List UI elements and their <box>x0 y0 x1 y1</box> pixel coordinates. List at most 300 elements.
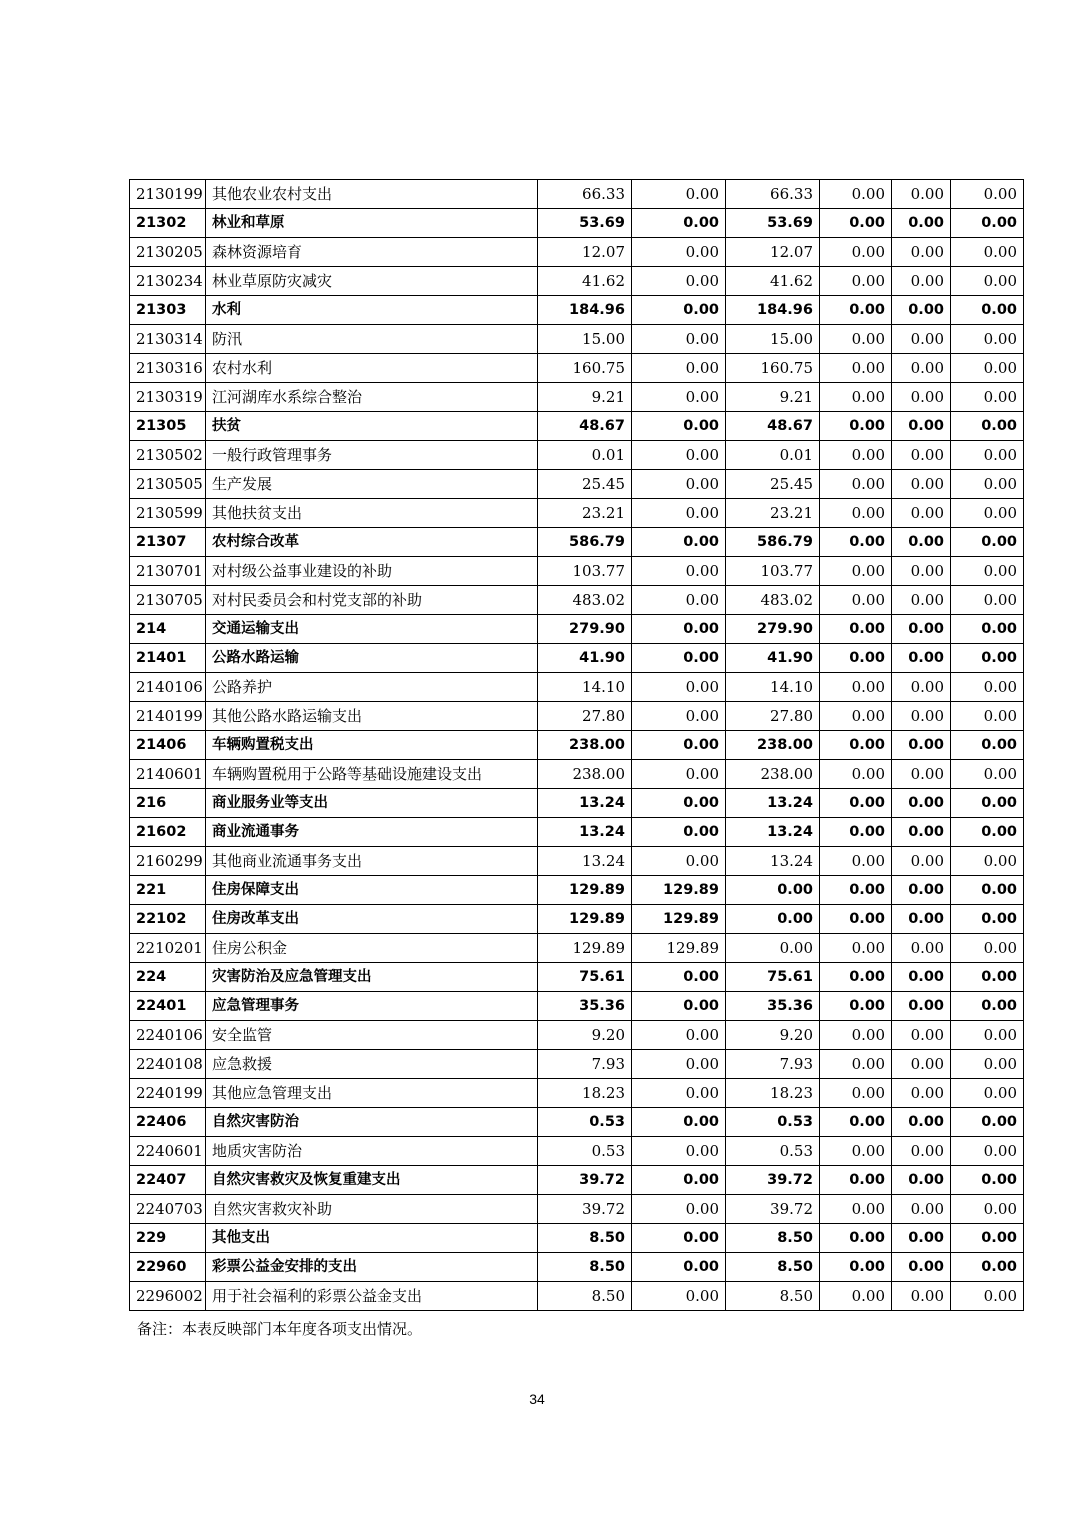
row-name: 其他支出 <box>206 1224 538 1253</box>
row-value-1: 13.24 <box>538 847 632 876</box>
row-name: 住房保障支出 <box>206 876 538 905</box>
row-value-6: 0.00 <box>951 354 1024 383</box>
row-value-4: 0.00 <box>820 760 892 789</box>
row-code: 2130316 <box>130 354 206 383</box>
row-value-1: 8.50 <box>538 1224 632 1253</box>
row-value-3: 586.79 <box>726 528 820 557</box>
row-value-2: 0.00 <box>632 238 726 267</box>
row-value-5: 0.00 <box>892 818 951 847</box>
category-row <box>130 528 1024 557</box>
row-name: 安全监管 <box>206 1021 538 1050</box>
row-name: 用于社会福利的彩票公益金支出 <box>206 1282 538 1311</box>
row-code: 2240106 <box>130 1021 206 1050</box>
row-code: 21303 <box>130 296 206 325</box>
row-value-2: 0.00 <box>632 731 726 760</box>
row-value-3: 15.00 <box>726 325 820 354</box>
item-row <box>130 354 1024 383</box>
row-value-4: 0.00 <box>820 180 892 209</box>
row-value-3: 184.96 <box>726 296 820 325</box>
row-value-5: 0.00 <box>892 702 951 731</box>
row-value-4: 0.00 <box>820 296 892 325</box>
row-value-1: 0.01 <box>538 441 632 470</box>
item-row <box>130 1137 1024 1166</box>
row-value-5: 0.00 <box>892 1079 951 1108</box>
row-name: 其他应急管理支出 <box>206 1079 538 1108</box>
item-row <box>130 934 1024 963</box>
row-value-5: 0.00 <box>892 1021 951 1050</box>
item-row <box>130 673 1024 702</box>
row-value-3: 48.67 <box>726 412 820 441</box>
category-row <box>130 731 1024 760</box>
row-value-3: 7.93 <box>726 1050 820 1079</box>
row-value-6: 0.00 <box>951 760 1024 789</box>
row-name: 林业和草原 <box>206 209 538 238</box>
row-value-2: 0.00 <box>632 470 726 499</box>
item-row <box>130 441 1024 470</box>
row-code: 2240199 <box>130 1079 206 1108</box>
row-value-6: 0.00 <box>951 847 1024 876</box>
row-value-1: 13.24 <box>538 789 632 818</box>
row-value-6: 0.00 <box>951 876 1024 905</box>
row-code: 214 <box>130 615 206 644</box>
row-value-6: 0.00 <box>951 673 1024 702</box>
row-code: 21307 <box>130 528 206 557</box>
row-name: 应急管理事务 <box>206 992 538 1021</box>
row-value-2: 0.00 <box>632 1195 726 1224</box>
item-row <box>130 499 1024 528</box>
row-code: 22960 <box>130 1253 206 1282</box>
row-value-1: 483.02 <box>538 586 632 615</box>
category-row <box>130 1166 1024 1195</box>
row-value-6: 0.00 <box>951 238 1024 267</box>
row-value-2: 0.00 <box>632 1282 726 1311</box>
row-code: 22401 <box>130 992 206 1021</box>
row-value-2: 0.00 <box>632 325 726 354</box>
row-value-6: 0.00 <box>951 818 1024 847</box>
row-value-5: 0.00 <box>892 905 951 934</box>
row-value-5: 0.00 <box>892 1166 951 1195</box>
row-value-6: 0.00 <box>951 383 1024 412</box>
row-value-5: 0.00 <box>892 296 951 325</box>
row-value-2: 0.00 <box>632 499 726 528</box>
row-code: 216 <box>130 789 206 818</box>
row-value-2: 129.89 <box>632 934 726 963</box>
row-name: 自然灾害防治 <box>206 1108 538 1137</box>
row-value-1: 15.00 <box>538 325 632 354</box>
row-value-6: 0.00 <box>951 1195 1024 1224</box>
row-value-6: 0.00 <box>951 470 1024 499</box>
row-value-6: 0.00 <box>951 1108 1024 1137</box>
row-value-4: 0.00 <box>820 441 892 470</box>
row-value-4: 0.00 <box>820 1282 892 1311</box>
row-value-3: 8.50 <box>726 1253 820 1282</box>
row-value-3: 483.02 <box>726 586 820 615</box>
row-value-6: 0.00 <box>951 499 1024 528</box>
row-value-5: 0.00 <box>892 963 951 992</box>
item-row <box>130 847 1024 876</box>
row-value-1: 8.50 <box>538 1253 632 1282</box>
row-name: 公路水路运输 <box>206 644 538 673</box>
category-row <box>130 818 1024 847</box>
row-name: 林业草原防灾减灾 <box>206 267 538 296</box>
item-row <box>130 325 1024 354</box>
row-value-1: 129.89 <box>538 905 632 934</box>
row-value-1: 9.20 <box>538 1021 632 1050</box>
row-value-3: 13.24 <box>726 847 820 876</box>
row-value-4: 0.00 <box>820 383 892 412</box>
category-row <box>130 1108 1024 1137</box>
item-row <box>130 557 1024 586</box>
row-value-5: 0.00 <box>892 412 951 441</box>
row-value-6: 0.00 <box>951 296 1024 325</box>
row-value-2: 0.00 <box>632 1108 726 1137</box>
row-value-3: 238.00 <box>726 760 820 789</box>
row-code: 2296002 <box>130 1282 206 1311</box>
item-row <box>130 267 1024 296</box>
row-value-2: 0.00 <box>632 267 726 296</box>
row-value-5: 0.00 <box>892 1137 951 1166</box>
row-code: 21401 <box>130 644 206 673</box>
row-value-3: 0.00 <box>726 905 820 934</box>
row-name: 江河湖库水系综合整治 <box>206 383 538 412</box>
row-value-6: 0.00 <box>951 731 1024 760</box>
row-value-5: 0.00 <box>892 934 951 963</box>
row-value-4: 0.00 <box>820 499 892 528</box>
row-name: 灾害防治及应急管理支出 <box>206 963 538 992</box>
row-name: 交通运输支出 <box>206 615 538 644</box>
row-value-2: 0.00 <box>632 818 726 847</box>
category-row <box>130 876 1024 905</box>
row-value-3: 39.72 <box>726 1166 820 1195</box>
row-value-4: 0.00 <box>820 1253 892 1282</box>
row-code: 2130505 <box>130 470 206 499</box>
table-note: 备注：本表反映部门本年度各项支出情况。 <box>137 1320 423 1338</box>
row-value-2: 0.00 <box>632 1079 726 1108</box>
row-value-6: 0.00 <box>951 1050 1024 1079</box>
row-code: 2130205 <box>130 238 206 267</box>
row-value-3: 23.21 <box>726 499 820 528</box>
row-value-3: 41.62 <box>726 267 820 296</box>
row-value-3: 279.90 <box>726 615 820 644</box>
row-value-5: 0.00 <box>892 992 951 1021</box>
row-name: 农村水利 <box>206 354 538 383</box>
row-name: 商业服务业等支出 <box>206 789 538 818</box>
row-name: 公路养护 <box>206 673 538 702</box>
row-value-3: 0.53 <box>726 1137 820 1166</box>
row-name: 车辆购置税用于公路等基础设施建设支出 <box>206 760 538 789</box>
row-code: 221 <box>130 876 206 905</box>
row-value-2: 0.00 <box>632 1224 726 1253</box>
row-code: 2240703 <box>130 1195 206 1224</box>
row-value-5: 0.00 <box>892 1108 951 1137</box>
row-code: 2160299 <box>130 847 206 876</box>
row-value-2: 0.00 <box>632 209 726 238</box>
row-value-1: 238.00 <box>538 760 632 789</box>
row-value-5: 0.00 <box>892 1050 951 1079</box>
row-name: 自然灾害救灾补助 <box>206 1195 538 1224</box>
category-row <box>130 992 1024 1021</box>
row-name: 对村级公益事业建设的补助 <box>206 557 538 586</box>
row-value-2: 0.00 <box>632 180 726 209</box>
row-value-6: 0.00 <box>951 1224 1024 1253</box>
category-row <box>130 789 1024 818</box>
category-row <box>130 644 1024 673</box>
row-value-5: 0.00 <box>892 876 951 905</box>
row-code: 224 <box>130 963 206 992</box>
row-value-6: 0.00 <box>951 528 1024 557</box>
row-value-5: 0.00 <box>892 731 951 760</box>
row-value-5: 0.00 <box>892 789 951 818</box>
row-code: 21305 <box>130 412 206 441</box>
row-value-3: 160.75 <box>726 354 820 383</box>
row-name: 商业流通事务 <box>206 818 538 847</box>
row-value-4: 0.00 <box>820 1166 892 1195</box>
row-value-4: 0.00 <box>820 412 892 441</box>
row-value-3: 12.07 <box>726 238 820 267</box>
row-value-5: 0.00 <box>892 238 951 267</box>
row-name: 其他农业农村支出 <box>206 180 538 209</box>
row-value-1: 48.67 <box>538 412 632 441</box>
category-row <box>130 1224 1024 1253</box>
row-value-5: 0.00 <box>892 1282 951 1311</box>
row-value-1: 129.89 <box>538 876 632 905</box>
row-value-2: 0.00 <box>632 1050 726 1079</box>
row-value-5: 0.00 <box>892 470 951 499</box>
row-name: 其他公路水路运输支出 <box>206 702 538 731</box>
row-value-2: 0.00 <box>632 354 726 383</box>
category-row <box>130 905 1024 934</box>
row-name: 其他商业流通事务支出 <box>206 847 538 876</box>
row-name: 农村综合改革 <box>206 528 538 557</box>
row-value-4: 0.00 <box>820 354 892 383</box>
row-value-2: 0.00 <box>632 673 726 702</box>
row-value-3: 0.01 <box>726 441 820 470</box>
row-value-4: 0.00 <box>820 934 892 963</box>
row-name: 其他扶贫支出 <box>206 499 538 528</box>
row-value-5: 0.00 <box>892 615 951 644</box>
row-value-4: 0.00 <box>820 731 892 760</box>
row-value-1: 103.77 <box>538 557 632 586</box>
row-name: 住房改革支出 <box>206 905 538 934</box>
row-code: 2240108 <box>130 1050 206 1079</box>
row-value-4: 0.00 <box>820 209 892 238</box>
row-value-3: 41.90 <box>726 644 820 673</box>
row-value-1: 0.53 <box>538 1108 632 1137</box>
row-value-4: 0.00 <box>820 528 892 557</box>
row-value-5: 0.00 <box>892 528 951 557</box>
row-name: 自然灾害救灾及恢复重建支出 <box>206 1166 538 1195</box>
row-name: 水利 <box>206 296 538 325</box>
category-row <box>130 209 1024 238</box>
row-value-1: 25.45 <box>538 470 632 499</box>
row-value-3: 0.00 <box>726 934 820 963</box>
row-value-4: 0.00 <box>820 557 892 586</box>
row-value-1: 41.62 <box>538 267 632 296</box>
row-value-5: 0.00 <box>892 644 951 673</box>
row-value-3: 9.20 <box>726 1021 820 1050</box>
row-value-1: 160.75 <box>538 354 632 383</box>
row-value-5: 0.00 <box>892 847 951 876</box>
item-row <box>130 470 1024 499</box>
row-value-3: 53.69 <box>726 209 820 238</box>
row-code: 229 <box>130 1224 206 1253</box>
row-value-2: 0.00 <box>632 1137 726 1166</box>
row-value-6: 0.00 <box>951 1079 1024 1108</box>
row-value-4: 0.00 <box>820 702 892 731</box>
row-code: 2130701 <box>130 557 206 586</box>
row-value-4: 0.00 <box>820 1021 892 1050</box>
row-value-6: 0.00 <box>951 615 1024 644</box>
row-value-1: 18.23 <box>538 1079 632 1108</box>
row-code: 2130502 <box>130 441 206 470</box>
row-value-5: 0.00 <box>892 441 951 470</box>
page-number: 34 <box>529 1391 545 1407</box>
row-value-6: 0.00 <box>951 209 1024 238</box>
row-value-2: 129.89 <box>632 905 726 934</box>
item-row <box>130 383 1024 412</box>
row-name: 应急救援 <box>206 1050 538 1079</box>
item-row <box>130 1050 1024 1079</box>
row-value-4: 0.00 <box>820 992 892 1021</box>
row-value-3: 66.33 <box>726 180 820 209</box>
row-value-1: 35.36 <box>538 992 632 1021</box>
row-value-6: 0.00 <box>951 1166 1024 1195</box>
row-value-4: 0.00 <box>820 615 892 644</box>
row-value-5: 0.00 <box>892 325 951 354</box>
row-value-4: 0.00 <box>820 586 892 615</box>
row-value-2: 0.00 <box>632 1253 726 1282</box>
row-value-6: 0.00 <box>951 267 1024 296</box>
row-name: 彩票公益金安排的支出 <box>206 1253 538 1282</box>
row-value-1: 184.96 <box>538 296 632 325</box>
row-value-1: 39.72 <box>538 1166 632 1195</box>
row-value-2: 0.00 <box>632 789 726 818</box>
category-row <box>130 1253 1024 1282</box>
row-value-5: 0.00 <box>892 586 951 615</box>
row-value-4: 0.00 <box>820 876 892 905</box>
row-name: 一般行政管理事务 <box>206 441 538 470</box>
row-code: 2140106 <box>130 673 206 702</box>
row-value-5: 0.00 <box>892 1224 951 1253</box>
row-value-1: 39.72 <box>538 1195 632 1224</box>
row-code: 2130599 <box>130 499 206 528</box>
row-value-2: 0.00 <box>632 760 726 789</box>
item-row <box>130 180 1024 209</box>
row-value-3: 75.61 <box>726 963 820 992</box>
row-value-5: 0.00 <box>892 1253 951 1282</box>
row-code: 2240601 <box>130 1137 206 1166</box>
row-value-1: 27.80 <box>538 702 632 731</box>
row-value-5: 0.00 <box>892 673 951 702</box>
row-value-4: 0.00 <box>820 818 892 847</box>
row-value-2: 0.00 <box>632 992 726 1021</box>
item-row <box>130 1195 1024 1224</box>
row-value-4: 0.00 <box>820 238 892 267</box>
row-value-3: 25.45 <box>726 470 820 499</box>
row-value-6: 0.00 <box>951 441 1024 470</box>
row-value-4: 0.00 <box>820 905 892 934</box>
row-value-6: 0.00 <box>951 1253 1024 1282</box>
row-value-1: 8.50 <box>538 1282 632 1311</box>
row-code: 2140199 <box>130 702 206 731</box>
row-value-1: 9.21 <box>538 383 632 412</box>
row-value-4: 0.00 <box>820 644 892 673</box>
row-value-4: 0.00 <box>820 325 892 354</box>
row-code: 21406 <box>130 731 206 760</box>
row-value-1: 14.10 <box>538 673 632 702</box>
row-value-3: 35.36 <box>726 992 820 1021</box>
row-value-1: 75.61 <box>538 963 632 992</box>
row-value-4: 0.00 <box>820 847 892 876</box>
row-value-2: 0.00 <box>632 847 726 876</box>
row-name: 车辆购置税支出 <box>206 731 538 760</box>
row-value-2: 0.00 <box>632 1166 726 1195</box>
row-value-6: 0.00 <box>951 325 1024 354</box>
row-value-1: 12.07 <box>538 238 632 267</box>
row-value-4: 0.00 <box>820 470 892 499</box>
row-value-5: 0.00 <box>892 267 951 296</box>
row-code: 2140601 <box>130 760 206 789</box>
item-row <box>130 760 1024 789</box>
row-value-5: 0.00 <box>892 354 951 383</box>
row-value-5: 0.00 <box>892 760 951 789</box>
row-value-4: 0.00 <box>820 1108 892 1137</box>
row-value-3: 39.72 <box>726 1195 820 1224</box>
row-value-6: 0.00 <box>951 934 1024 963</box>
row-value-3: 13.24 <box>726 818 820 847</box>
row-value-5: 0.00 <box>892 499 951 528</box>
row-value-2: 0.00 <box>632 412 726 441</box>
row-value-5: 0.00 <box>892 209 951 238</box>
row-value-1: 7.93 <box>538 1050 632 1079</box>
row-value-5: 0.00 <box>892 180 951 209</box>
row-value-3: 9.21 <box>726 383 820 412</box>
table-body <box>130 180 1024 1311</box>
row-value-4: 0.00 <box>820 1137 892 1166</box>
row-value-6: 0.00 <box>951 1137 1024 1166</box>
row-value-1: 23.21 <box>538 499 632 528</box>
row-value-2: 0.00 <box>632 296 726 325</box>
row-value-3: 0.53 <box>726 1108 820 1137</box>
row-value-2: 0.00 <box>632 644 726 673</box>
row-value-1: 41.90 <box>538 644 632 673</box>
row-value-2: 0.00 <box>632 963 726 992</box>
row-value-6: 0.00 <box>951 1282 1024 1311</box>
row-value-5: 0.00 <box>892 383 951 412</box>
category-row <box>130 412 1024 441</box>
row-value-1: 279.90 <box>538 615 632 644</box>
item-row <box>130 1079 1024 1108</box>
row-name: 防汛 <box>206 325 538 354</box>
row-value-3: 8.50 <box>726 1282 820 1311</box>
row-value-3: 8.50 <box>726 1224 820 1253</box>
row-value-1: 66.33 <box>538 180 632 209</box>
row-value-2: 0.00 <box>632 615 726 644</box>
row-value-4: 0.00 <box>820 673 892 702</box>
row-value-4: 0.00 <box>820 1079 892 1108</box>
item-row <box>130 702 1024 731</box>
row-code: 2130199 <box>130 180 206 209</box>
row-value-4: 0.00 <box>820 789 892 818</box>
row-value-2: 129.89 <box>632 876 726 905</box>
row-value-1: 53.69 <box>538 209 632 238</box>
row-value-4: 0.00 <box>820 267 892 296</box>
row-value-3: 13.24 <box>726 789 820 818</box>
row-value-1: 129.89 <box>538 934 632 963</box>
row-name: 生产发展 <box>206 470 538 499</box>
category-row <box>130 296 1024 325</box>
row-value-3: 18.23 <box>726 1079 820 1108</box>
